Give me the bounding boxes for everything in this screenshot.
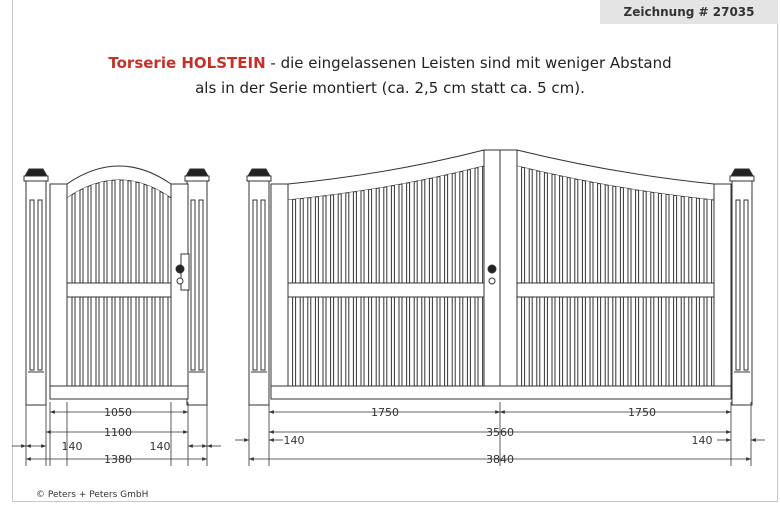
double-gate-stile-right [714, 184, 731, 399]
dim-small-gate-width: 1100 [104, 426, 132, 439]
dim-small-post-right: 140 [149, 440, 171, 453]
dim-small-post-left: 140 [61, 440, 83, 453]
post-small-left [24, 169, 48, 405]
double-gate-rail-left [288, 283, 484, 297]
double-gate-center-stile-right [500, 150, 517, 399]
double-gate-stile-left [271, 184, 288, 399]
double-gate-center-stile-left [484, 150, 500, 399]
small-gate-stile-left [50, 184, 67, 399]
dim-double-leaf-right: 1750 [628, 406, 656, 419]
small-gate-rail [67, 283, 171, 297]
double-gate-bottom-rail [271, 386, 731, 399]
heading-line-2: als in der Serie montiert (ca. 2,5 cm statt ca. 5 cm). [195, 79, 585, 97]
small-gate-bottom-rail [50, 386, 188, 399]
small-gate-stile-right [171, 184, 188, 399]
heading-text-1: - die eingelassenen Leisten sind mit weniger Abstand [265, 54, 672, 72]
post-double-right [730, 169, 754, 405]
copyright: © Peters + Peters GmbH [32, 490, 152, 500]
dim-small-panel-width: 1050 [104, 406, 132, 419]
dim-small-total: 1380 [104, 453, 132, 466]
double-gate-knob-icon [488, 265, 496, 273]
double-gate-rail-right [517, 283, 714, 297]
dim-double-leaf-left: 1750 [371, 406, 399, 419]
double-gate-left-slats [288, 150, 483, 410]
small-gate-keyhole-icon [177, 278, 183, 284]
dim-double-post-right: 140 [691, 434, 713, 447]
dim-double-total: 3840 [486, 453, 514, 466]
dim-double-post-left: 140 [283, 434, 305, 447]
post-double-left [247, 169, 271, 405]
dim-double-clear-width: 3560 [486, 426, 514, 439]
drawing-number: Zeichnung # 27035 [600, 0, 778, 24]
series-name: Torserie HOLSTEIN [108, 54, 266, 72]
double-gate-keyhole-icon [489, 278, 495, 284]
double-gate-right-slats [517, 150, 712, 410]
small-gate-knob-icon [176, 265, 184, 273]
